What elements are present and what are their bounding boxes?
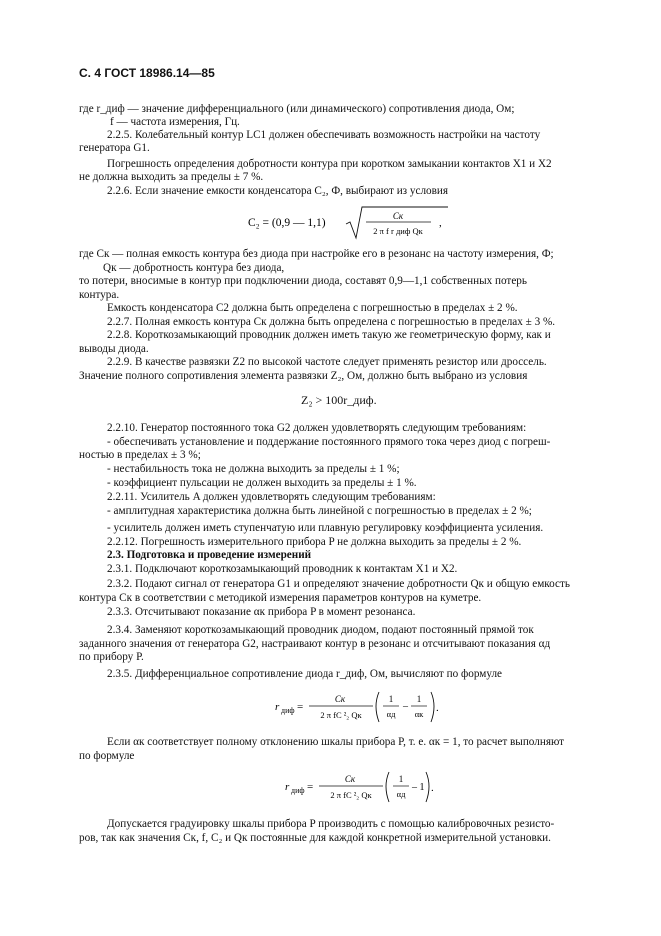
text-line: Qк — добротность контура без диода, <box>103 262 285 274</box>
text-line: то потери, вносимые в контур при подключении диода, составят 0,9—1,1 собственных потерь <box>79 275 527 287</box>
text-line: 2.3.3. Отсчитывают показание αк прибора P в момент резонанса. <box>107 606 416 618</box>
text-line: 2.3.2. Подают сигнал от генератора G1 и определяют значение добротности Qк и общую емкость <box>107 578 570 590</box>
text-line: по формуле <box>79 750 135 762</box>
formula-z2: Z₂ > 100r_диф. <box>301 393 377 407</box>
text-line: генератора G1. <box>79 142 150 154</box>
text-line: 2.2.7. Полная емкость контура Cк должна быть определена с погрешностью в пределах ± 3 %. <box>107 316 556 328</box>
text-line: где Cк — полная емкость контура без диода при настройке его в резонанс на частоту измерения, Ф; <box>79 248 554 260</box>
formula-svg <box>248 204 458 242</box>
svg-text:r: r <box>275 701 280 713</box>
text-line: не должна выходить за пределы ± 7 %. <box>79 171 264 183</box>
text-line: 2.2.9. В качестве развязки Z2 по высокой частоте следует применять резистор или дроссель. <box>107 356 547 368</box>
text-line: контура. <box>79 289 120 301</box>
svg-text:1: 1 <box>388 694 394 704</box>
svg-text:=: = <box>307 781 314 793</box>
formula-rdif-simplified <box>285 768 435 814</box>
text-line: 2.3.5. Дифференциальное сопротивление диода r_диф, Ом, вычисляют по формуле <box>107 668 502 680</box>
svg-text:.: . <box>436 702 439 714</box>
text-line: Допускается градуировку шкалы прибора P производить с помощью калибровочных резисто- <box>107 818 555 830</box>
svg-text:Cк: Cк <box>334 694 346 704</box>
text-line: 2.3.1. Подключают короткозамыкающий проводник к контактам X1 и X2. <box>107 563 458 575</box>
text-line: 2.2.11. Усилитель A должен удовлетворять следующим требованиям: <box>107 491 436 503</box>
svg-text:αд: αд <box>386 709 396 719</box>
text-line: Емкость конденсатора C2 должна быть определена с погрешностью в пределах ± 2 %. <box>107 302 518 314</box>
text-line: - обеспечивать установление и поддержание постоянного прямого тока через диод с погреш- <box>107 436 551 448</box>
text-line: заданного значения от генератора G2, настраивают контур в резонанс и отсчитывают показания αд <box>79 638 551 650</box>
text-line: 2.2.8. Короткозамыкающий проводник должен иметь такую же геометрическую форму, как и <box>107 329 551 341</box>
svg-text:αд: αд <box>396 789 406 799</box>
svg-text:2 π fC ²₂ Qк: 2 π fC ²₂ Qк <box>330 790 372 800</box>
text-line: Значение полного сопротивления элемента развязки Z₂, Ом, должно быть выбрано из условия <box>79 370 528 382</box>
svg-text:αк: αк <box>414 709 424 719</box>
text-line: ностью в пределах ± 3 %; <box>79 449 201 461</box>
formula-text: C₂ = (0,9 — 1,1) <box>248 217 326 229</box>
text-line: - амплитудная характеристика должна быть линейной с погрешностью в пределах ± 2 %; <box>107 505 532 517</box>
text-line: Если αк соответствует полному отклонению шкалы прибора P, т. е. αк = 1, то расчет выполняют <box>107 736 565 748</box>
svg-text:.: . <box>431 782 434 794</box>
text-line: Погрешность определения добротности контура при коротком замыкании контактов X1 и X2 <box>107 158 552 170</box>
text-line: - коэффициент пульсации не должен выходить за пределы ± 1 %. <box>107 477 417 489</box>
svg-text:=: = <box>297 701 304 713</box>
svg-text:2 π f r диф Qк: 2 π f r диф Qк <box>373 226 423 236</box>
svg-text:диф: диф <box>291 786 305 795</box>
text-line: 2.2.6. Если значение емкости конденсатора C₂, Ф, выбирают из условия <box>107 185 449 197</box>
svg-text:–: – <box>403 701 408 712</box>
formula-rdif <box>275 688 455 734</box>
text-line: 2.2.5. Колебательный контур LC1 должен обеспечивать возможность настройки на частоту <box>107 129 541 141</box>
text-line: где r_диф — значение дифференциального (или динамического) сопротивления диода, Ом; <box>79 103 515 115</box>
svg-text:диф: диф <box>281 706 295 715</box>
svg-text:r: r <box>285 781 290 793</box>
svg-text:Cк: Cк <box>392 211 404 221</box>
text-line: - нестабильность тока не должна выходить за пределы ± 1 %; <box>107 463 400 475</box>
page-header: С. 4 ГОСТ 18986.14—85 <box>79 66 215 80</box>
text-line: f — частота измерения, Гц. <box>110 116 240 128</box>
text-line: ров, так как значения Cк, f, C₂ и Qк постоянные для каждой конкретной измерительной установки. <box>79 832 551 844</box>
text-line: 2.2.10. Генератор постоянного тока G2 должен удовлетворять следующим требованиям: <box>107 422 527 434</box>
text-line: 2.3.4. Заменяют короткозамыкающий проводник диодом, подают постоянный прямой ток <box>107 624 534 636</box>
text-line: - усилитель должен иметь ступенчатую или плавную регулировку коэффициента усиления. <box>107 522 544 534</box>
svg-text:1: 1 <box>398 774 404 784</box>
svg-text:1: 1 <box>416 694 422 704</box>
section-heading: 2.3. Подготовка и проведение измерений <box>107 549 312 561</box>
text-line: по прибору P. <box>79 651 144 663</box>
text-line: выводы диода. <box>79 343 149 355</box>
svg-text:2 π fC ²₂ Qк: 2 π fC ²₂ Qк <box>320 710 362 720</box>
text-line: 2.2.12. Погрешность измерительного прибора P не должна выходить за пределы ± 2 %. <box>107 536 522 548</box>
svg-text:,: , <box>439 217 442 229</box>
svg-text:– 1: – 1 <box>412 782 425 793</box>
formula-capacitance <box>248 204 458 246</box>
text-line: контура Cк в соответствии с методикой измерения параметров контуров на куметре. <box>79 592 482 604</box>
svg-text:Cк: Cк <box>344 774 356 784</box>
